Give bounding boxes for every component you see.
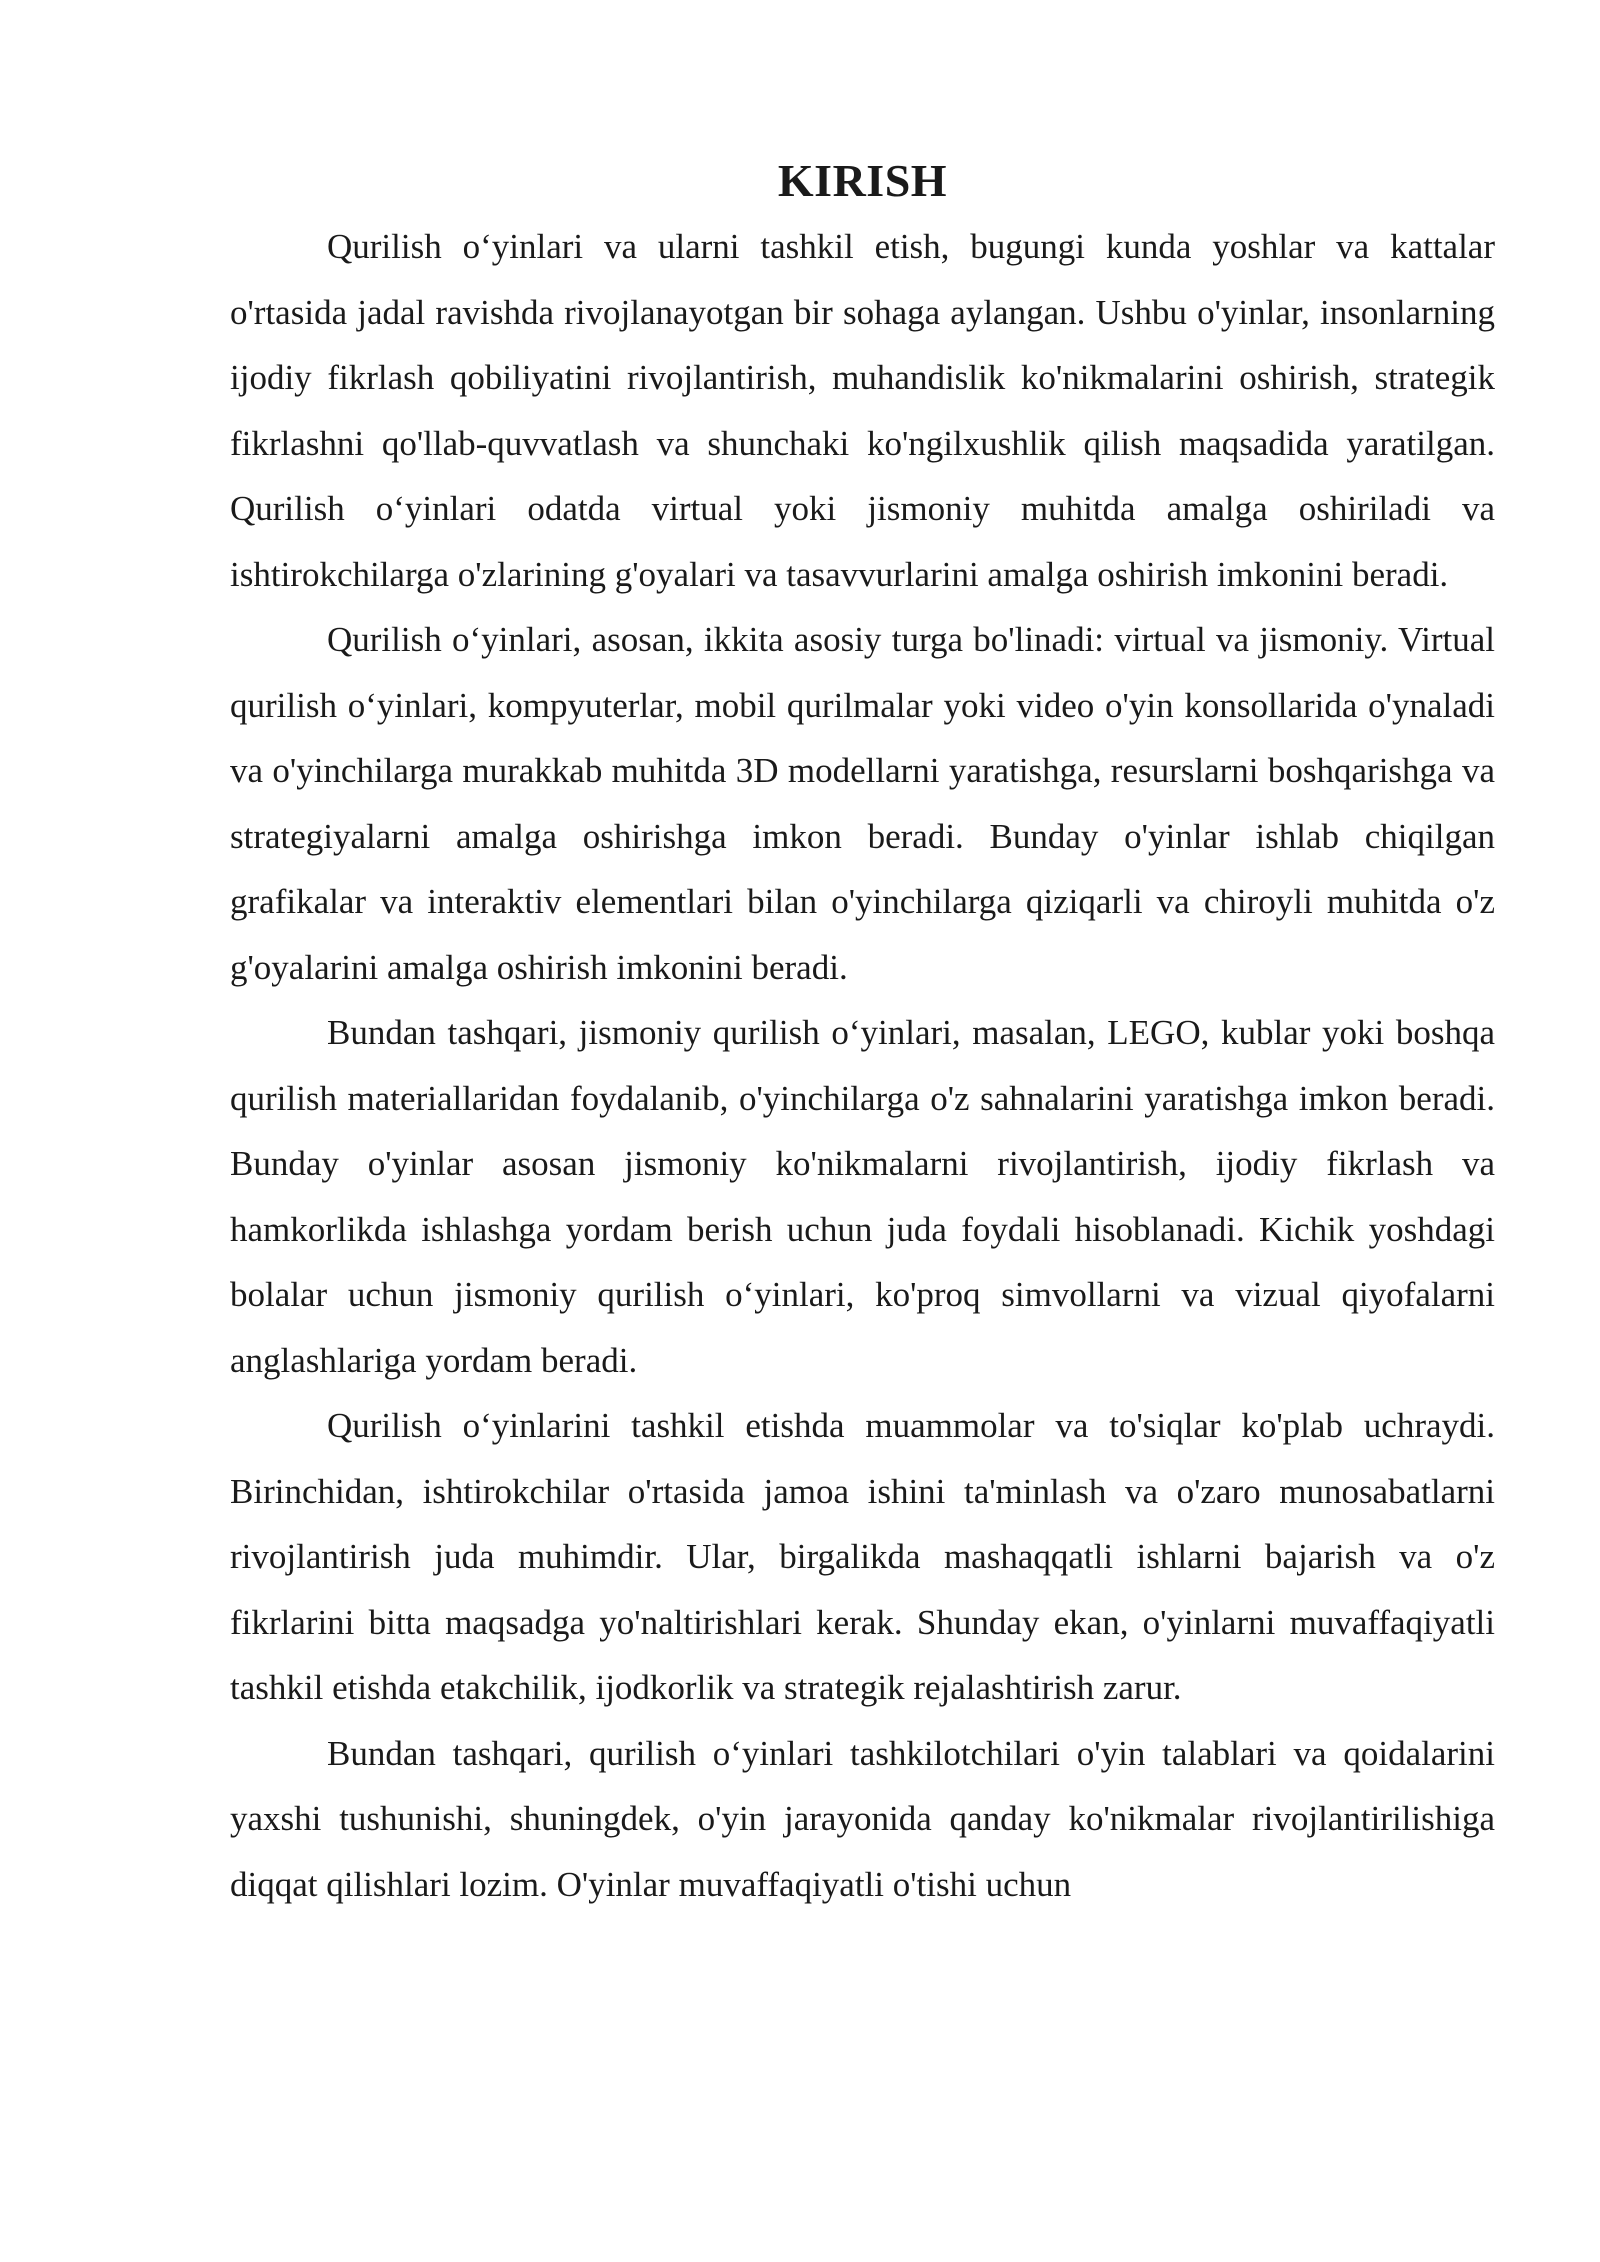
paragraph-3: Bundan tashqari, jismoniy qurilish o‘yinlari, masalan, LEGO, kublar yoki boshqa qurilish materiallaridan foydalanib, o'yinchilarga o'z sahnalarini yaratishga imkon beradi. Bunday o'yinlar asosan jismoniy ko'nikmalarni rivojlantirish, ijodiy fikrlash va hamkorlikda ishlashga yordam berish uchun juda foydali hisoblanadi. Kichik yoshdagi bolalar uchun jismoniy qurilish o‘yinlari, ko'proq simvollarni va vizual qiyofalarni anglashlariga yordam beradi. <box>230 1013 1495 1380</box>
paragraph-4: Qurilish o‘yinlarini tashkil etishda muammolar va to'siqlar ko'plab uchraydi. Birinchidan, ishtirokchilar o'rtasida jamoa ishini ta'minlash va o'zaro munosabatlarni rivojlantirish juda muhimdir. Ular, birgalikda mashaqqatli ishlarni bajarish va o'z fikrlarini bitta maqsadga yo'naltirishlari kerak. Shunday ekan, o'yinlarni muvaffaqiyatli tashkil etishda etakchilik, ijodkorlik va strategik rejalashtirish zarur. <box>230 1406 1495 1707</box>
page-title: KIRISH <box>777 155 948 206</box>
paragraph-5: Bundan tashqari, qurilish o‘yinlari tashkilotchilari o'yin talablari va qoidalarini yaxshi tushunishi, shuningdek, o'yin jarayonida qanday ko'nikmalar rivojlantirilishiga diqqat qilishlari lozim. O'yinlar muvaffaqiyatli o'tishi uchun <box>230 1733 1495 1904</box>
paragraph-1: Qurilish o‘yinlari va ularni tashkil etish, bugungi kunda yoshlar va kattalar o'rtasida jadal ravishda rivojlanayotgan bir sohaga aylangan. Ushbu o'yinlar, insonlarning ijodiy fikrlash qobiliyatini rivojlantirish, muhandislik ko'nikmalarini oshirish, strategik fikrlashni qo'llab-quvvatlash va shunchaki ko'ngilxushlik qilish maqsadida yaratilgan. Qurilish o‘yinlari odatda virtual yoki jismoniy muhitda amalga oshiriladi va ishtirokchilarga o'zlarining g'oyalari va tasavvurlarini amalga oshirish imkonini beradi. <box>230 227 1495 594</box>
paragraph-2: Qurilish o‘yinlari, asosan, ikkita asosiy turga bo'linadi: virtual va jismoniy. Virtual qurilish o‘yinlari, kompyuterlar, mobil qurilmalar yoki video o'yin konsollarida o'ynaladi va o'yinchilarga murakkab muhitda 3D modellarni yaratishga, resurslarni boshqarishga va strategiyalarni amalga oshirishga imkon beradi. Bunday o'yinlar ishlab chiqilgan grafikalar va interaktiv elementlari bilan o'yinchilarga qiziqarli va chiroyli muhitda o'z g'oyalarini amalga oshirish imkonini beradi. <box>230 620 1495 987</box>
document-body <box>230 148 1495 1917</box>
